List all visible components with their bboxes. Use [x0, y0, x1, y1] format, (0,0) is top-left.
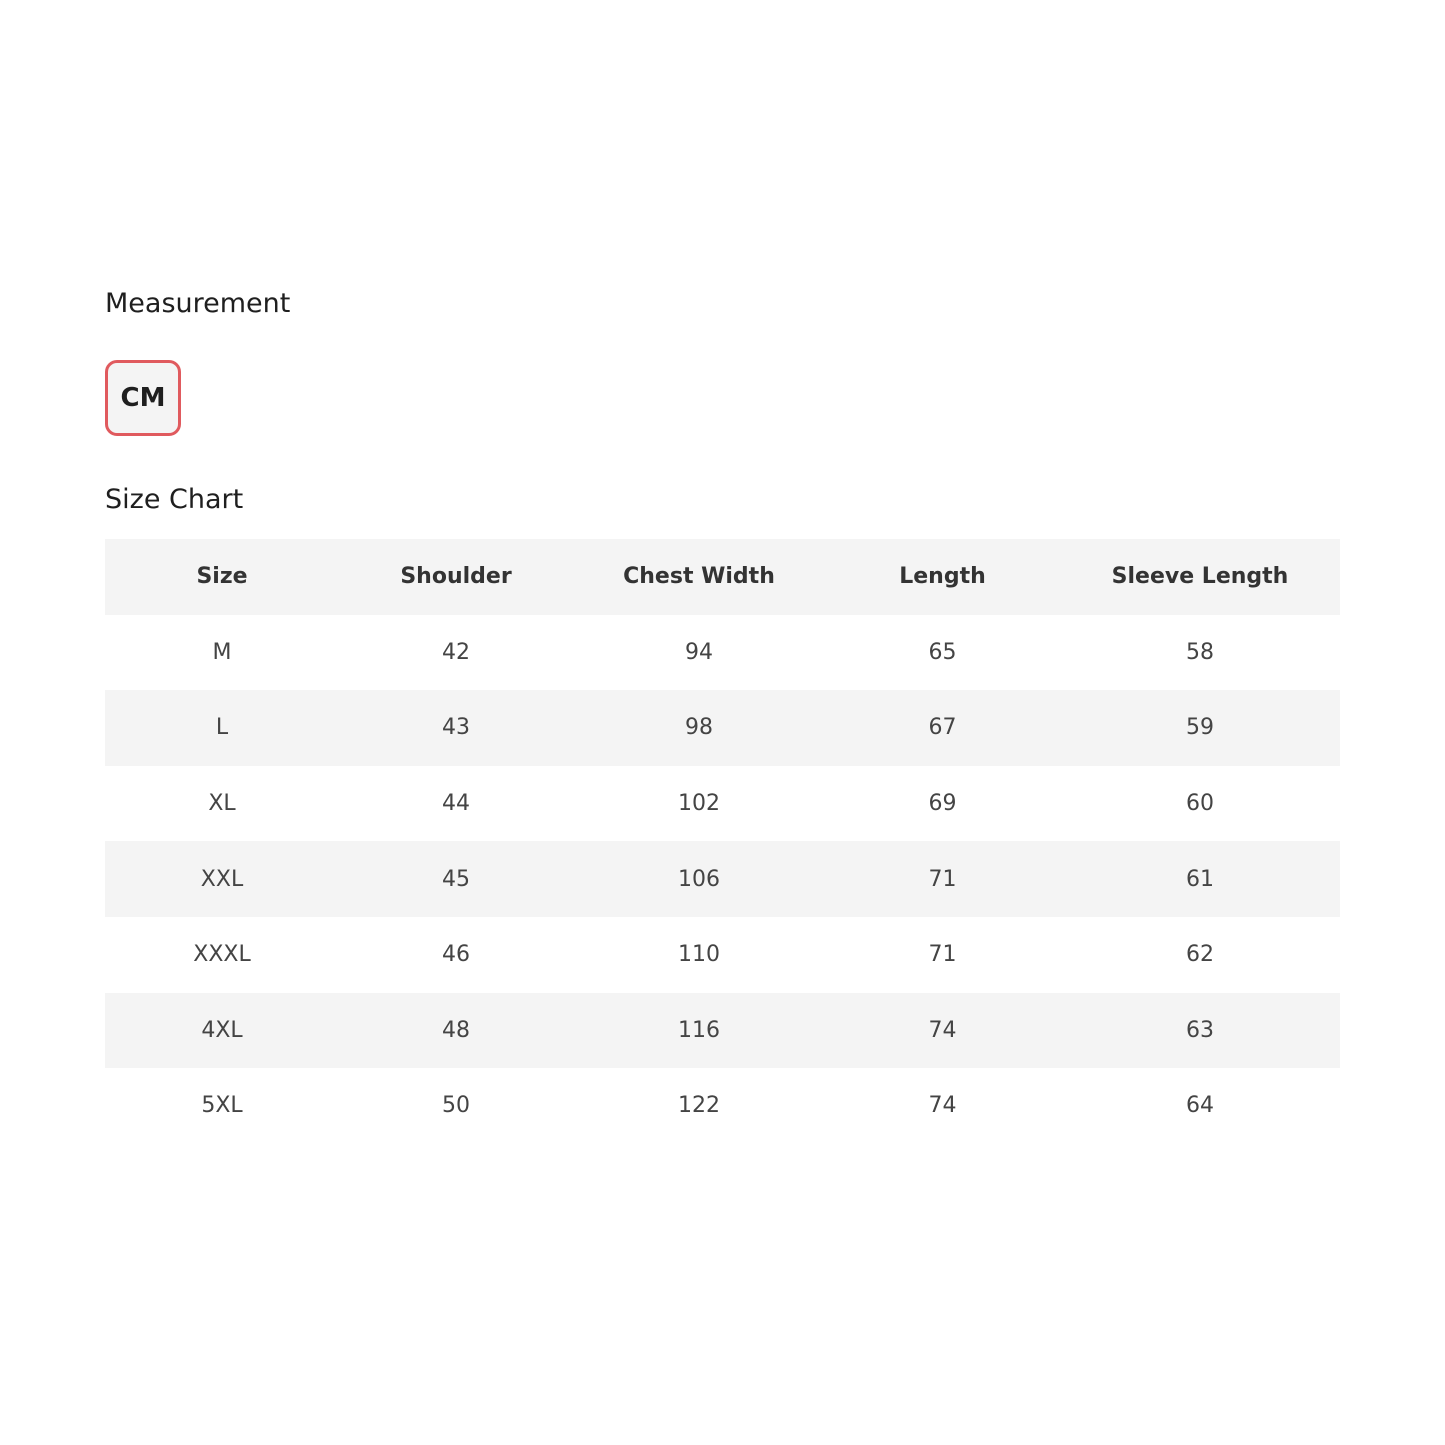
cell-size: 5XL — [105, 1068, 339, 1144]
table-header-row — [105, 539, 1340, 615]
cell-sleeve-length: 64 — [1060, 1068, 1340, 1144]
cell-size: M — [105, 615, 339, 691]
cell-length: 74 — [825, 993, 1060, 1069]
size-chart-title: Size Chart — [105, 484, 244, 515]
cell-chest-width: 102 — [573, 766, 825, 842]
cell-size: L — [105, 690, 339, 766]
cell-shoulder: 48 — [339, 993, 573, 1069]
unit-cm-button[interactable]: CM — [105, 360, 181, 436]
cell-sleeve-length: 63 — [1060, 993, 1340, 1069]
table-row — [105, 841, 1340, 917]
table-row — [105, 766, 1340, 842]
measurement-title: Measurement — [105, 288, 291, 319]
cell-sleeve-length: 60 — [1060, 766, 1340, 842]
header-shoulder: Shoulder — [339, 539, 573, 615]
cell-sleeve-length: 62 — [1060, 917, 1340, 993]
cell-length: 65 — [825, 615, 1060, 691]
cell-shoulder: 42 — [339, 615, 573, 691]
table-row — [105, 690, 1340, 766]
cell-shoulder: 44 — [339, 766, 573, 842]
table-row — [105, 917, 1340, 993]
header-length: Length — [825, 539, 1060, 615]
cell-chest-width: 110 — [573, 917, 825, 993]
header-chest-width: Chest Width — [573, 539, 825, 615]
cell-shoulder: 50 — [339, 1068, 573, 1144]
cell-length: 69 — [825, 766, 1060, 842]
cell-shoulder: 45 — [339, 841, 573, 917]
cell-sleeve-length: 59 — [1060, 690, 1340, 766]
table-row — [105, 615, 1340, 691]
cell-length: 67 — [825, 690, 1060, 766]
header-sleeve-length: Sleeve Length — [1060, 539, 1340, 615]
header-size: Size — [105, 539, 339, 615]
cell-length: 71 — [825, 917, 1060, 993]
cell-chest-width: 106 — [573, 841, 825, 917]
cell-sleeve-length: 58 — [1060, 615, 1340, 691]
cell-chest-width: 116 — [573, 993, 825, 1069]
size-chart-table — [105, 539, 1340, 1144]
cell-size: XL — [105, 766, 339, 842]
cell-chest-width: 122 — [573, 1068, 825, 1144]
cell-shoulder: 46 — [339, 917, 573, 993]
cell-size: 4XL — [105, 993, 339, 1069]
cell-size: XXL — [105, 841, 339, 917]
cell-chest-width: 98 — [573, 690, 825, 766]
table-row — [105, 993, 1340, 1069]
cell-length: 74 — [825, 1068, 1060, 1144]
cell-shoulder: 43 — [339, 690, 573, 766]
cell-size: XXXL — [105, 917, 339, 993]
table-row — [105, 1068, 1340, 1144]
cell-length: 71 — [825, 841, 1060, 917]
cell-chest-width: 94 — [573, 615, 825, 691]
cell-sleeve-length: 61 — [1060, 841, 1340, 917]
